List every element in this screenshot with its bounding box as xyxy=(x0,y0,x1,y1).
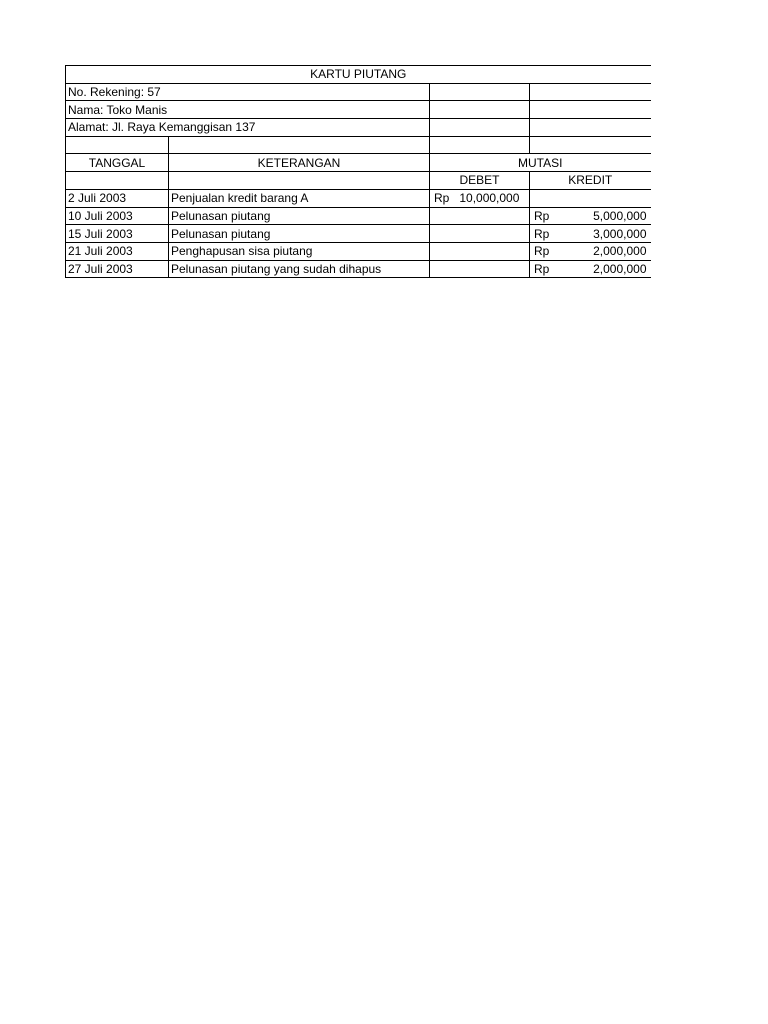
header-kredit: KREDIT xyxy=(530,172,651,190)
alamat-label: Alamat: Jl. Raya Kemanggisan 137 xyxy=(66,119,430,137)
empty-cell xyxy=(530,119,651,137)
empty-cell xyxy=(430,119,530,137)
keterangan-cell: Penjualan kredit barang A xyxy=(169,189,430,207)
debet-cell xyxy=(430,260,530,278)
rekening-label: No. Rekening: 57 xyxy=(66,83,430,101)
kredit-currency: Rp xyxy=(534,261,550,276)
table-row xyxy=(66,207,651,225)
tanggal-cell: 27 Juli 2003 xyxy=(66,260,169,278)
nama-label: Nama: Toko Manis xyxy=(66,101,430,119)
info-row-rekening xyxy=(66,83,651,101)
kredit-currency: Rp xyxy=(534,208,550,223)
kredit-amount: 3,000,000 xyxy=(593,226,647,241)
tanggal-cell: 15 Juli 2003 xyxy=(66,225,169,243)
kartu-piutang-table xyxy=(65,65,651,278)
empty-cell xyxy=(530,83,651,101)
empty-cell xyxy=(530,101,651,119)
header-tanggal: TANGGAL xyxy=(66,154,169,172)
kredit-amount: 2,000,000 xyxy=(593,261,647,276)
tanggal-cell: 21 Juli 2003 xyxy=(66,242,169,260)
empty-cell xyxy=(66,136,169,154)
debet-amount: 10,000,000 xyxy=(459,191,520,206)
table-row xyxy=(66,189,651,207)
title-row xyxy=(66,66,651,84)
transaction-rows xyxy=(66,189,651,277)
kredit-cell xyxy=(530,207,651,225)
empty-cell xyxy=(169,136,430,154)
empty-cell xyxy=(430,83,530,101)
keterangan-cell: Pelunasan piutang yang sudah dihapus xyxy=(169,260,430,278)
kredit-currency: Rp xyxy=(534,244,550,259)
empty-cell xyxy=(530,136,651,154)
empty-cell xyxy=(430,101,530,119)
blank-row xyxy=(66,136,651,154)
kredit-cell xyxy=(530,260,651,278)
debet-cell xyxy=(430,242,530,260)
debet-currency: Rp xyxy=(434,191,450,206)
kredit-amount: 2,000,000 xyxy=(593,244,647,259)
debet-cell xyxy=(430,189,530,207)
kredit-cell xyxy=(530,242,651,260)
empty-cell xyxy=(430,136,530,154)
kredit-cell xyxy=(530,225,651,243)
header-mutasi: MUTASI xyxy=(430,154,651,172)
keterangan-cell: Pelunasan piutang xyxy=(169,207,430,225)
empty-cell xyxy=(66,172,169,190)
kredit-cell xyxy=(530,189,651,207)
tanggal-cell: 10 Juli 2003 xyxy=(66,207,169,225)
table-row xyxy=(66,225,651,243)
kredit-amount: 5,000,000 xyxy=(593,208,647,223)
header-debet: DEBET xyxy=(430,172,530,190)
table-row xyxy=(66,242,651,260)
table-row xyxy=(66,260,651,278)
keterangan-cell: Pelunasan piutang xyxy=(169,225,430,243)
sheet-title: KARTU PIUTANG xyxy=(66,66,651,84)
kredit-currency: Rp xyxy=(534,226,550,241)
header-row-2 xyxy=(66,172,651,190)
keterangan-cell: Penghapusan sisa piutang xyxy=(169,242,430,260)
header-row-1 xyxy=(66,154,651,172)
info-row-nama xyxy=(66,101,651,119)
header-keterangan: KETERANGAN xyxy=(169,154,430,172)
debet-cell xyxy=(430,207,530,225)
debet-cell xyxy=(430,225,530,243)
spreadsheet-page xyxy=(65,65,651,278)
info-row-alamat xyxy=(66,119,651,137)
tanggal-cell: 2 Juli 2003 xyxy=(66,189,169,207)
empty-cell xyxy=(169,172,430,190)
